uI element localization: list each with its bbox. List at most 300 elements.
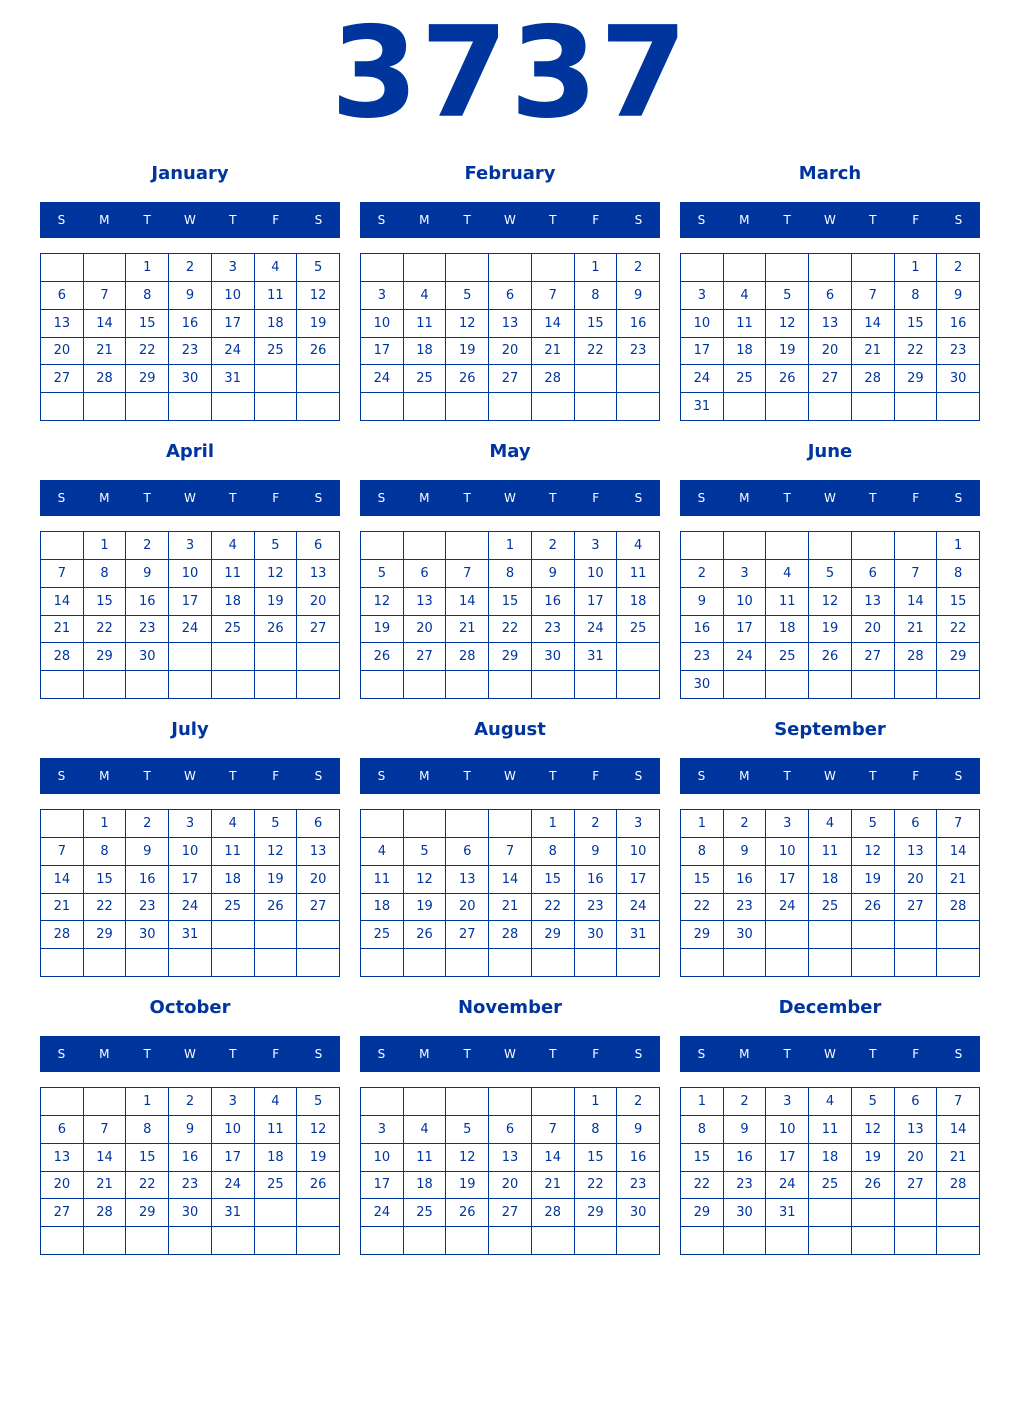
- empty-cell: [766, 921, 809, 949]
- day-cell: 18: [809, 1144, 852, 1172]
- month-name: September: [774, 719, 886, 740]
- day-cell: 21: [41, 894, 84, 922]
- weekday-label: S: [57, 213, 66, 227]
- day-cell: 12: [809, 588, 852, 616]
- weekday-header: [360, 758, 660, 794]
- empty-cell: [361, 671, 404, 699]
- weekday-label: T: [143, 1047, 151, 1061]
- weekday-label: W: [824, 213, 836, 227]
- day-cell: 11: [255, 1116, 298, 1144]
- day-cell: 16: [126, 866, 169, 894]
- day-cell: 9: [126, 838, 169, 866]
- weekday-label: W: [504, 769, 516, 783]
- empty-cell: [255, 1227, 298, 1255]
- empty-cell: [575, 949, 618, 977]
- weekday-label: S: [57, 769, 66, 783]
- weekday-label: T: [549, 213, 557, 227]
- day-cell: 11: [212, 560, 255, 588]
- day-cell: 31: [169, 921, 212, 949]
- day-cell: 13: [404, 588, 447, 616]
- day-grid: [360, 809, 660, 977]
- day-cell: 16: [532, 588, 575, 616]
- empty-cell: [446, 254, 489, 282]
- day-cell: 31: [766, 1199, 809, 1227]
- empty-cell: [489, 254, 532, 282]
- day-cell: 24: [766, 1172, 809, 1200]
- empty-cell: [724, 393, 767, 421]
- day-cell: 11: [724, 310, 767, 338]
- weekday-label: F: [912, 491, 920, 505]
- day-cell: 8: [681, 838, 724, 866]
- weekday-header: [360, 202, 660, 238]
- day-cell: 18: [766, 616, 809, 644]
- day-cell: 10: [766, 838, 809, 866]
- day-cell: 8: [126, 282, 169, 310]
- weekday-label: T: [229, 213, 237, 227]
- weekday-label: S: [377, 769, 386, 783]
- day-cell: 3: [361, 1116, 404, 1144]
- weekday-label: S: [377, 213, 386, 227]
- empty-cell: [212, 671, 255, 699]
- day-cell: 20: [404, 616, 447, 644]
- empty-cell: [937, 921, 980, 949]
- empty-cell: [809, 921, 852, 949]
- day-cell: 4: [212, 532, 255, 560]
- day-cell: 17: [361, 338, 404, 366]
- empty-cell: [895, 532, 938, 560]
- empty-cell: [852, 1199, 895, 1227]
- day-cell: 1: [126, 254, 169, 282]
- day-cell: 21: [895, 616, 938, 644]
- day-cell: 23: [126, 616, 169, 644]
- month-may: [360, 437, 660, 665]
- day-cell: 8: [84, 838, 127, 866]
- weekday-header: [360, 1036, 660, 1072]
- empty-cell: [766, 393, 809, 421]
- empty-cell: [297, 921, 340, 949]
- day-cell: 27: [895, 1172, 938, 1200]
- day-cell: 24: [212, 338, 255, 366]
- day-cell: 12: [255, 560, 298, 588]
- empty-cell: [297, 393, 340, 421]
- day-cell: 13: [852, 588, 895, 616]
- empty-cell: [41, 393, 84, 421]
- day-cell: 5: [297, 1088, 340, 1116]
- weekday-label: S: [697, 213, 706, 227]
- day-cell: 2: [724, 810, 767, 838]
- empty-cell: [489, 1088, 532, 1116]
- day-cell: 26: [404, 921, 447, 949]
- weekday-label: M: [99, 213, 110, 227]
- day-grid: [360, 253, 660, 421]
- empty-cell: [169, 1227, 212, 1255]
- day-cell: 15: [84, 588, 127, 616]
- day-cell: 2: [169, 254, 212, 282]
- day-cell: 2: [724, 1088, 767, 1116]
- empty-cell: [255, 365, 298, 393]
- weekday-label: M: [739, 769, 750, 783]
- empty-cell: [895, 393, 938, 421]
- day-cell: 30: [169, 1199, 212, 1227]
- weekday-label: S: [314, 213, 323, 227]
- month-april: [40, 437, 340, 665]
- weekday-label: W: [504, 491, 516, 505]
- day-cell: 23: [681, 643, 724, 671]
- day-cell: 26: [766, 365, 809, 393]
- day-cell: 21: [41, 616, 84, 644]
- empty-cell: [404, 1227, 447, 1255]
- day-cell: 5: [446, 1116, 489, 1144]
- day-cell: 3: [575, 532, 618, 560]
- day-cell: 19: [852, 1144, 895, 1172]
- weekday-label: S: [954, 769, 963, 783]
- month-june: [680, 437, 980, 693]
- day-cell: 19: [446, 1172, 489, 1200]
- empty-cell: [489, 810, 532, 838]
- day-cell: 19: [297, 310, 340, 338]
- empty-cell: [489, 393, 532, 421]
- weekday-label: T: [463, 213, 471, 227]
- day-cell: 25: [361, 921, 404, 949]
- empty-cell: [169, 643, 212, 671]
- day-cell: 5: [852, 1088, 895, 1116]
- day-cell: 23: [169, 1172, 212, 1200]
- day-cell: 22: [532, 894, 575, 922]
- empty-cell: [41, 532, 84, 560]
- day-cell: 6: [404, 560, 447, 588]
- day-cell: 12: [446, 1144, 489, 1172]
- empty-cell: [532, 949, 575, 977]
- day-cell: 26: [297, 1172, 340, 1200]
- day-cell: 28: [446, 643, 489, 671]
- day-grid: [40, 809, 340, 977]
- day-cell: 3: [766, 1088, 809, 1116]
- day-cell: 9: [575, 838, 618, 866]
- empty-cell: [852, 949, 895, 977]
- day-cell: 7: [489, 838, 532, 866]
- empty-cell: [126, 1227, 169, 1255]
- day-cell: 24: [617, 894, 660, 922]
- empty-cell: [724, 1227, 767, 1255]
- day-cell: 7: [84, 1116, 127, 1144]
- empty-cell: [41, 1227, 84, 1255]
- day-cell: 7: [532, 1116, 575, 1144]
- day-cell: 24: [766, 894, 809, 922]
- day-cell: 4: [404, 1116, 447, 1144]
- day-cell: 3: [766, 810, 809, 838]
- day-cell: 17: [212, 1144, 255, 1172]
- empty-cell: [212, 921, 255, 949]
- day-cell: 21: [532, 338, 575, 366]
- weekday-label: S: [634, 491, 643, 505]
- day-cell: 2: [617, 1088, 660, 1116]
- day-cell: 30: [681, 671, 724, 699]
- weekday-label: T: [783, 213, 791, 227]
- day-cell: 12: [255, 838, 298, 866]
- empty-cell: [404, 532, 447, 560]
- empty-cell: [41, 671, 84, 699]
- day-cell: 6: [852, 560, 895, 588]
- day-cell: 29: [575, 1199, 618, 1227]
- day-cell: 21: [84, 1172, 127, 1200]
- day-cell: 5: [297, 254, 340, 282]
- day-cell: 15: [937, 588, 980, 616]
- empty-cell: [361, 532, 404, 560]
- weekday-label: W: [184, 213, 196, 227]
- day-cell: 24: [212, 1172, 255, 1200]
- day-cell: 28: [937, 1172, 980, 1200]
- empty-cell: [809, 1227, 852, 1255]
- empty-cell: [937, 671, 980, 699]
- day-cell: 20: [809, 338, 852, 366]
- month-name: April: [165, 441, 215, 462]
- day-cell: 14: [937, 1116, 980, 1144]
- month-march: [680, 159, 980, 415]
- empty-cell: [297, 643, 340, 671]
- day-cell: 18: [617, 588, 660, 616]
- empty-cell: [809, 1199, 852, 1227]
- day-cell: 2: [126, 810, 169, 838]
- day-cell: 3: [361, 282, 404, 310]
- day-cell: 23: [126, 894, 169, 922]
- day-cell: 17: [681, 338, 724, 366]
- month-name: January: [151, 163, 229, 184]
- day-cell: 11: [766, 588, 809, 616]
- empty-cell: [489, 949, 532, 977]
- day-cell: 2: [169, 1088, 212, 1116]
- day-cell: 29: [126, 365, 169, 393]
- day-grid: [360, 1087, 660, 1255]
- empty-cell: [361, 1088, 404, 1116]
- day-cell: 11: [809, 838, 852, 866]
- day-cell: 1: [681, 1088, 724, 1116]
- day-cell: 28: [937, 894, 980, 922]
- day-cell: 14: [532, 1144, 575, 1172]
- empty-cell: [852, 393, 895, 421]
- day-cell: 28: [84, 1199, 127, 1227]
- day-cell: 9: [169, 1116, 212, 1144]
- empty-cell: [895, 671, 938, 699]
- day-cell: 22: [84, 616, 127, 644]
- day-cell: 31: [212, 1199, 255, 1227]
- weekday-label: S: [377, 491, 386, 505]
- empty-cell: [297, 949, 340, 977]
- day-cell: 28: [532, 365, 575, 393]
- day-cell: 28: [532, 1199, 575, 1227]
- day-cell: 28: [84, 365, 127, 393]
- weekday-label: S: [697, 1047, 706, 1061]
- month-february: [360, 159, 660, 387]
- weekday-label: S: [954, 491, 963, 505]
- weekday-label: S: [634, 213, 643, 227]
- empty-cell: [446, 1088, 489, 1116]
- month-name: October: [149, 997, 231, 1018]
- day-cell: 16: [681, 616, 724, 644]
- empty-cell: [766, 671, 809, 699]
- weekday-header: [40, 202, 340, 238]
- day-cell: 27: [489, 1199, 532, 1227]
- empty-cell: [532, 671, 575, 699]
- empty-cell: [255, 643, 298, 671]
- day-cell: 15: [532, 866, 575, 894]
- day-cell: 24: [169, 616, 212, 644]
- weekday-header: [40, 480, 340, 516]
- day-cell: 15: [84, 866, 127, 894]
- empty-cell: [809, 949, 852, 977]
- empty-cell: [895, 1227, 938, 1255]
- day-cell: 25: [212, 616, 255, 644]
- day-cell: 30: [126, 921, 169, 949]
- day-cell: 7: [937, 810, 980, 838]
- day-cell: 30: [169, 365, 212, 393]
- day-cell: 20: [446, 894, 489, 922]
- day-cell: 3: [724, 560, 767, 588]
- day-cell: 22: [126, 1172, 169, 1200]
- day-cell: 8: [895, 282, 938, 310]
- day-cell: 7: [532, 282, 575, 310]
- empty-cell: [84, 1088, 127, 1116]
- weekday-label: T: [869, 769, 877, 783]
- day-cell: 12: [297, 1116, 340, 1144]
- day-cell: 5: [446, 282, 489, 310]
- day-cell: 24: [575, 616, 618, 644]
- empty-cell: [617, 643, 660, 671]
- day-cell: 9: [681, 588, 724, 616]
- weekday-label: T: [783, 1047, 791, 1061]
- weekday-label: T: [463, 1047, 471, 1061]
- day-cell: 31: [617, 921, 660, 949]
- day-cell: 30: [575, 921, 618, 949]
- day-cell: 14: [532, 310, 575, 338]
- day-cell: 29: [895, 365, 938, 393]
- day-cell: 21: [852, 338, 895, 366]
- day-cell: 8: [126, 1116, 169, 1144]
- day-cell: 3: [212, 1088, 255, 1116]
- day-cell: 10: [169, 560, 212, 588]
- day-cell: 27: [446, 921, 489, 949]
- day-cell: 4: [255, 254, 298, 282]
- day-cell: 7: [937, 1088, 980, 1116]
- day-cell: 18: [724, 338, 767, 366]
- day-cell: 6: [41, 282, 84, 310]
- day-cell: 18: [255, 310, 298, 338]
- day-cell: 5: [404, 838, 447, 866]
- day-cell: 29: [532, 921, 575, 949]
- day-cell: 20: [895, 1144, 938, 1172]
- day-cell: 15: [681, 1144, 724, 1172]
- day-cell: 10: [212, 282, 255, 310]
- empty-cell: [126, 949, 169, 977]
- day-cell: 9: [126, 560, 169, 588]
- empty-cell: [84, 393, 127, 421]
- weekday-header: [40, 758, 340, 794]
- day-cell: 20: [41, 1172, 84, 1200]
- day-cell: 3: [212, 254, 255, 282]
- day-cell: 13: [41, 310, 84, 338]
- day-cell: 19: [446, 338, 489, 366]
- weekday-label: T: [549, 491, 557, 505]
- day-cell: 1: [575, 254, 618, 282]
- day-cell: 16: [169, 1144, 212, 1172]
- weekday-label: W: [504, 213, 516, 227]
- weekday-label: M: [419, 213, 430, 227]
- day-cell: 17: [212, 310, 255, 338]
- weekday-label: T: [549, 769, 557, 783]
- day-cell: 17: [766, 1144, 809, 1172]
- day-cell: 16: [617, 1144, 660, 1172]
- day-cell: 10: [724, 588, 767, 616]
- empty-cell: [255, 671, 298, 699]
- day-cell: 21: [84, 338, 127, 366]
- day-cell: 1: [681, 810, 724, 838]
- weekday-label: M: [99, 769, 110, 783]
- day-cell: 18: [212, 866, 255, 894]
- day-grid: [680, 253, 980, 421]
- empty-cell: [489, 1227, 532, 1255]
- day-cell: 16: [724, 866, 767, 894]
- year-title: 3737: [330, 0, 690, 146]
- day-cell: 31: [212, 365, 255, 393]
- empty-cell: [361, 949, 404, 977]
- day-cell: 4: [361, 838, 404, 866]
- day-cell: 2: [126, 532, 169, 560]
- day-cell: 28: [489, 921, 532, 949]
- day-cell: 11: [361, 866, 404, 894]
- weekday-label: S: [314, 1047, 323, 1061]
- day-cell: 26: [446, 1199, 489, 1227]
- day-cell: 26: [809, 643, 852, 671]
- day-cell: 30: [724, 921, 767, 949]
- day-cell: 18: [404, 338, 447, 366]
- month-july: [40, 715, 340, 943]
- day-cell: 26: [255, 616, 298, 644]
- empty-cell: [41, 810, 84, 838]
- day-cell: 4: [766, 560, 809, 588]
- empty-cell: [404, 1088, 447, 1116]
- empty-cell: [297, 1199, 340, 1227]
- day-cell: 29: [681, 921, 724, 949]
- empty-cell: [937, 949, 980, 977]
- day-cell: 5: [852, 810, 895, 838]
- day-cell: 12: [446, 310, 489, 338]
- day-cell: 22: [895, 338, 938, 366]
- weekday-label: S: [634, 1047, 643, 1061]
- empty-cell: [532, 1088, 575, 1116]
- day-cell: 14: [84, 1144, 127, 1172]
- empty-cell: [255, 949, 298, 977]
- day-cell: 27: [404, 643, 447, 671]
- day-cell: 20: [297, 866, 340, 894]
- day-cell: 9: [937, 282, 980, 310]
- day-cell: 10: [681, 310, 724, 338]
- day-cell: 27: [297, 894, 340, 922]
- day-cell: 12: [404, 866, 447, 894]
- weekday-label: M: [419, 1047, 430, 1061]
- month-name: August: [474, 719, 546, 740]
- day-cell: 15: [126, 1144, 169, 1172]
- empty-cell: [809, 532, 852, 560]
- day-cell: 23: [575, 894, 618, 922]
- day-cell: 18: [809, 866, 852, 894]
- weekday-label: S: [57, 491, 66, 505]
- weekday-label: S: [377, 1047, 386, 1061]
- empty-cell: [446, 671, 489, 699]
- day-cell: 14: [41, 588, 84, 616]
- day-cell: 11: [212, 838, 255, 866]
- day-cell: 19: [852, 866, 895, 894]
- day-cell: 17: [169, 588, 212, 616]
- empty-cell: [446, 393, 489, 421]
